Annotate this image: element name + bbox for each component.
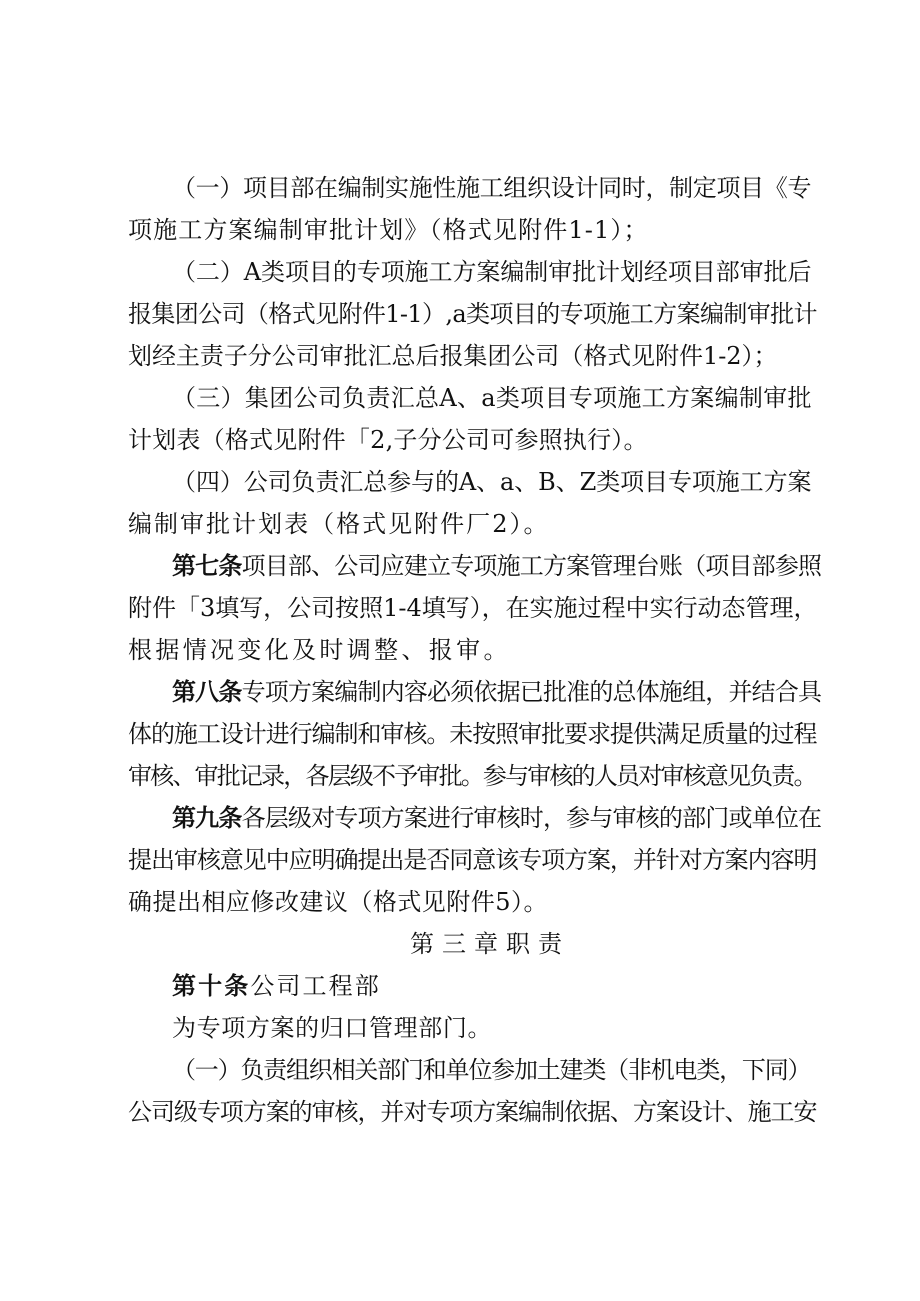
clause-8-heading: 第八条 [172, 677, 242, 706]
clause-10-heading-rest: 公司工程部 [250, 972, 381, 1000]
clause-6-item-4-line-1: （四）公司负责汇总参与的A、a、B、Z类项目专项施工方案 [172, 468, 812, 496]
clause-6-item-2-line-3: 划经主责子分公司审批汇总后报集团公司（格式见附件1-2）； [128, 342, 778, 370]
clause-6-item-4-line-2: 编制审批计划表（格式见附件厂2）。 [128, 510, 550, 538]
clause-6-item-1-line-2: 项施工方案编制审批计划》（格式见附件1-1）； [128, 216, 649, 244]
clause-7-line-2: 附件「3填写，公司按照1-4填写），在实施过程中实行动态管理， [128, 594, 818, 622]
clause-9-line-2: 提出审核意见中应明确提出是否同意该专项方案，并针对方案内容明 [128, 846, 817, 874]
clause-10-item-1-line-2: 公司级专项方案的审核，并对专项方案编制依据、方案设计、施工安 [128, 1098, 817, 1126]
clause-6-item-3-line-1: （三）集团公司负责汇总A、a类项目专项施工方案编制审批 [172, 384, 812, 412]
clause-7-line-3: 根据情况变化及时调整、报审。 [128, 636, 511, 664]
clause-10-heading: 第十条 [172, 971, 251, 1000]
clause-7-heading: 第七条 [172, 551, 242, 580]
clause-6-item-2-line-1: （二）A类项目的专项施工方案编制审批计划经项目部审批后 [172, 258, 812, 286]
clause-10-item-1-line-1: （一）负责组织相关部门和单位参加土建类（非机电类，下同） [172, 1056, 811, 1084]
clause-10-heading-line [172, 970, 392, 1002]
clause-6-item-3-line-2: 计划表（格式见附件「2,子分公司可参照执行）。 [128, 426, 648, 454]
clause-8-line-3: 审核、审批记录，各层级不予审批。参与审核的人员对审核意见负责。 [128, 762, 816, 790]
clause-9-heading: 第九条 [172, 803, 242, 832]
clause-6-item-1-line-1: （一）项目部在编制实施性施工组织设计同时，制定项目《专 [172, 174, 812, 202]
clause-9-text-1: 各层级对专项方案进行审核时，参与审核的部门或单位在 [241, 804, 822, 832]
clause-10-line-1: 为专项方案的归口管理部门。 [172, 1014, 493, 1042]
clause-7-text-1: 项目部、公司应建立专项施工方案管理台账（项目部参照 [241, 552, 822, 580]
clause-9-line-1 [172, 802, 822, 834]
chapter-title: 第三章职责 [410, 930, 570, 958]
clause-6-item-2-line-2: 报集团公司（格式见附件1-1）,a类项目的专项施工方案编制审批计 [128, 300, 817, 328]
clause-8-line-2: 体的施工设计进行编制和审核。未按照审批要求提供满足质量的过程 [128, 720, 817, 748]
clause-7-line-1 [172, 550, 822, 582]
clause-8-text-1: 专项方案编制内容必须依据已批准的总体施组，并结合具 [241, 678, 822, 706]
clause-8-line-1 [172, 676, 822, 708]
clause-9-line-3: 确提出相应修改建议（格式见附件5）。 [128, 888, 548, 916]
